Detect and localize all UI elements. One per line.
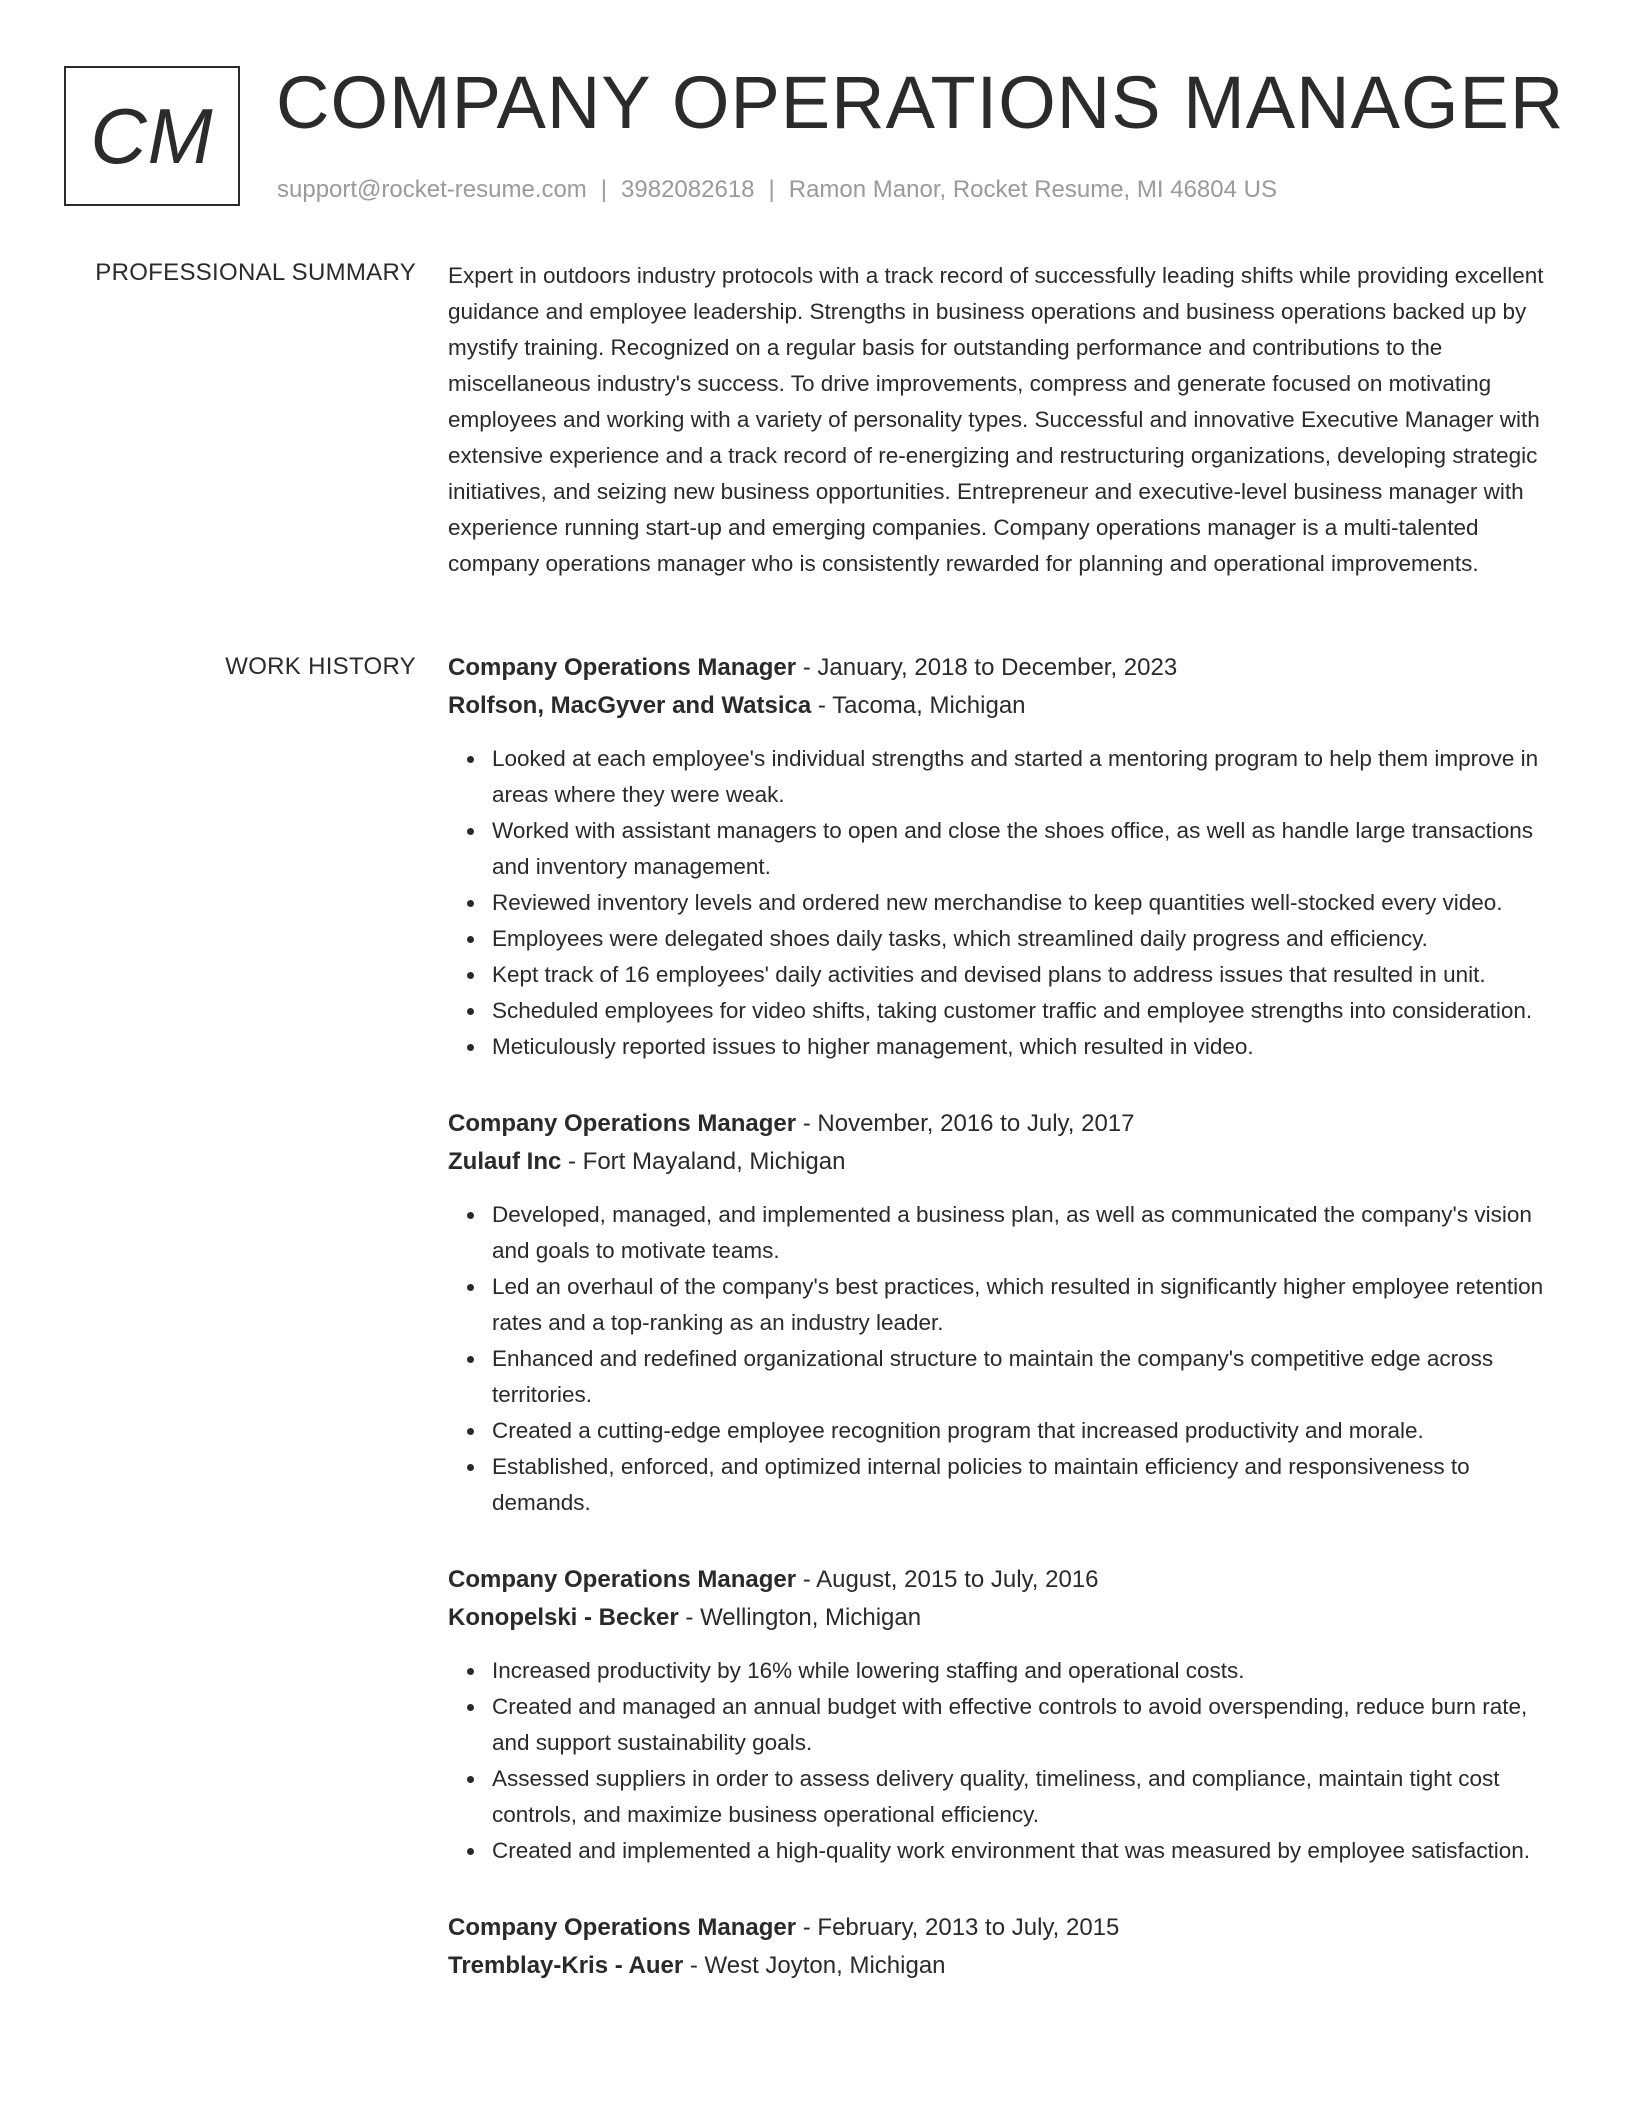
- summary-section: [448, 258, 1566, 582]
- job-company: Zulauf Inc: [448, 1148, 562, 1175]
- job-company: Konopelski - Becker: [448, 1604, 679, 1631]
- contact-phone[interactable]: 3982082618: [621, 176, 755, 203]
- job-company: Tremblay-Kris - Auer: [448, 1952, 684, 1979]
- job-title: Company Operations Manager: [448, 1914, 797, 1941]
- job-bullet: Created and implemented a high-quality work environment that was measured by employee satisfaction.: [492, 1833, 1566, 1869]
- job-bullet: Increased productivity by 16% while lowering staffing and operational costs.: [492, 1653, 1566, 1689]
- job-company-line: [448, 1143, 1566, 1181]
- job-entry: [448, 1561, 1566, 1869]
- contact-address: Ramon Manor, Rocket Resume, MI 46804 US: [788, 176, 1277, 203]
- monogram-logo: [64, 66, 240, 206]
- job-dates: - February, 2013 to July, 2015: [796, 1914, 1120, 1941]
- job-bullet: Scheduled employees for video shifts, taking customer traffic and employee strengths into consideration.: [492, 993, 1566, 1029]
- summary-text: Expert in outdoors industry protocols with a track record of successfully leading shifts while providing excellent guidance and employee leadership. Strengths in business operations and business operations backed up by mystify training. Recognized on a regular basis for outstanding performance and contributions to the miscellaneous industry's success. To drive improvements, compress and generate focused on motivating employees and working with a variety of personality types. Successful and innovative Executive Manager with extensive experience and a track record of re-energizing and restructuring organizations, developing strategic initiatives, and seizing new business opportunities. Entrepreneur and executive-level business manager with experience running start-up and emerging companies. Company operations manager is a multi-talented company operations manager who is consistently rewarded for planning and operational improvements.: [448, 263, 1544, 576]
- job-dates: - January, 2018 to December, 2023: [796, 654, 1178, 681]
- job-title: Company Operations Manager: [448, 1566, 797, 1593]
- job-bullet: Worked with assistant managers to open and close the shoes office, as well as handle large transactions and inventory management.: [492, 813, 1566, 885]
- job-bullet: Led an overhaul of the company's best practices, which resulted in significantly higher employee retention rates and a top-ranking as an industry leader.: [492, 1269, 1566, 1341]
- job-company-line: [448, 1947, 1566, 1985]
- job-title: Company Operations Manager: [448, 1110, 797, 1137]
- job-bullet: Reviewed inventory levels and ordered new merchandise to keep quantities well-stocked every video.: [492, 885, 1566, 921]
- summary-section-label: PROFESSIONAL SUMMARY: [95, 259, 416, 286]
- job-dates: - August, 2015 to July, 2016: [796, 1566, 1099, 1593]
- monogram-initials: CM: [90, 91, 214, 180]
- job-dates: - November, 2016 to July, 2017: [796, 1110, 1135, 1137]
- contact-separator: |: [600, 176, 608, 203]
- contact-line: [277, 176, 1277, 204]
- job-bullet: Enhanced and redefined organizational structure to maintain the company's competitive edge across territories.: [492, 1341, 1566, 1413]
- job-title-line: [448, 1909, 1566, 1947]
- job-bullet-list: [448, 741, 1566, 1065]
- job-location: - Wellington, Michigan: [678, 1604, 922, 1631]
- job-company-line: [448, 687, 1566, 725]
- job-company-line: [448, 1599, 1566, 1637]
- job-bullet: Created and managed an annual budget with effective controls to avoid overspending, reduce burn rate, and support sustainability goals.: [492, 1689, 1566, 1761]
- job-location: - Fort Mayaland, Michigan: [561, 1148, 846, 1175]
- job-bullet: Meticulously reported issues to higher management, which resulted in video.: [492, 1029, 1566, 1065]
- job-title-line: [448, 1105, 1566, 1143]
- work-history-section-label: WORK HISTORY: [225, 653, 416, 680]
- job-title-line: [448, 649, 1566, 687]
- job-location: - Tacoma, Michigan: [811, 692, 1026, 719]
- job-bullet: Developed, managed, and implemented a business plan, as well as communicated the company's vision and goals to motivate teams.: [492, 1197, 1566, 1269]
- job-bullet-list: [448, 1653, 1566, 1869]
- job-company: Rolfson, MacGyver and Watsica: [448, 692, 812, 719]
- job-bullet: Kept track of 16 employees' daily activities and devised plans to address issues that resulted in unit.: [492, 957, 1566, 993]
- job-bullet: Established, enforced, and optimized internal policies to maintain efficiency and responsiveness to demands.: [492, 1449, 1566, 1521]
- job-entry: [448, 1105, 1566, 1521]
- contact-separator: |: [768, 176, 775, 203]
- job-entry: [448, 1909, 1566, 1985]
- job-bullet: Assessed suppliers in order to assess delivery quality, timeliness, and compliance, maintain tight cost controls, and maximize business operational efficiency.: [492, 1761, 1566, 1833]
- job-title-line: [448, 1561, 1566, 1599]
- job-bullet: Looked at each employee's individual strengths and started a mentoring program to help them improve in areas where they were weak.: [492, 741, 1566, 813]
- contact-email[interactable]: support@rocket-resume.com: [277, 176, 587, 203]
- job-location: - West Joyton, Michigan: [683, 1952, 946, 1979]
- job-entry: [448, 649, 1566, 1065]
- job-bullet: Created a cutting-edge employee recognition program that increased productivity and morale.: [492, 1413, 1566, 1449]
- job-bullet: Employees were delegated shoes daily tasks, which streamlined daily progress and efficiency.: [492, 921, 1566, 957]
- job-title: Company Operations Manager: [448, 654, 797, 681]
- job-bullet-list: [448, 1197, 1566, 1521]
- work-history-section: [448, 649, 1566, 2025]
- resume-title: COMPANY OPERATIONS MANAGER: [276, 61, 1565, 144]
